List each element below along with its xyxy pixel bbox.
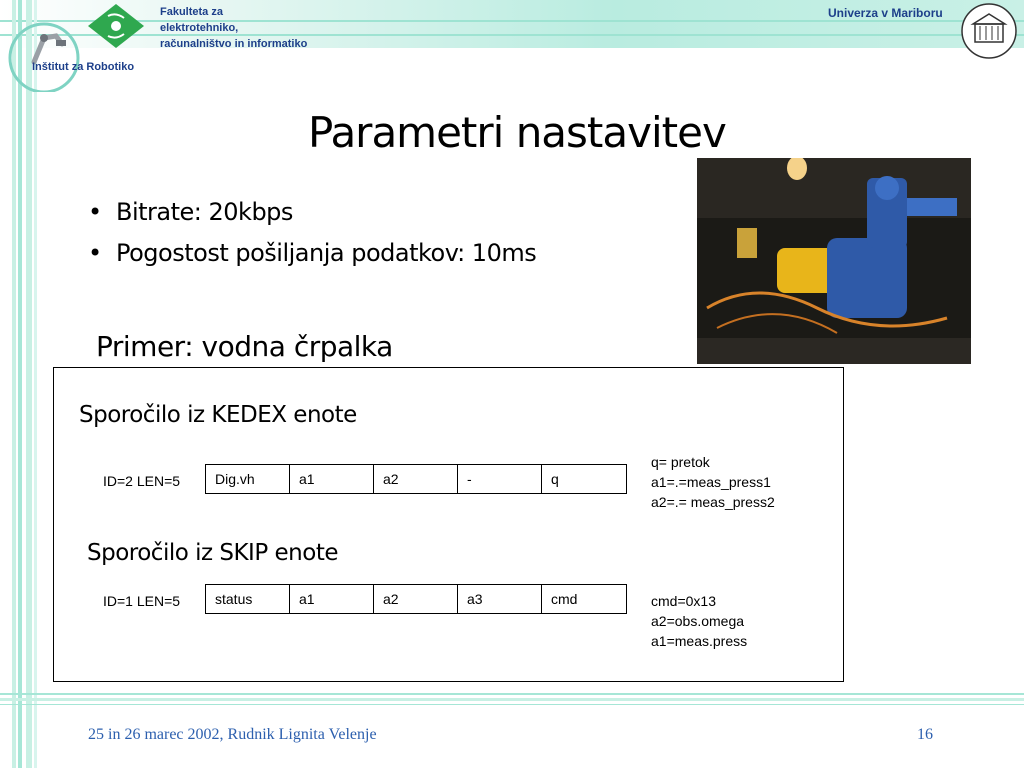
faculty-logo [86, 2, 146, 50]
left-side-bars [12, 0, 40, 768]
footer-event: 25 in 26 marec 2002, Rudnik Lignita Velenje [88, 726, 377, 743]
institute-name: Inštitut za Robotiko [32, 61, 135, 73]
water-pump-photo [697, 158, 971, 364]
note-line: q= pretok [651, 454, 710, 470]
bullet-list [88, 198, 536, 280]
footer-divider [0, 698, 1024, 701]
page-number: 16 [917, 726, 933, 743]
message-title: Sporočilo iz SKIP enote [87, 540, 338, 566]
message-title: Sporočilo iz KEDEX enote [79, 402, 357, 428]
header-stripe [0, 20, 1024, 22]
note-line: a1=meas.press [651, 633, 748, 649]
bullet-text: Bitrate: 20kbps [116, 198, 293, 226]
bullet-icon: • [88, 239, 102, 267]
message-cell: a2 [374, 465, 458, 493]
faculty-line: računalništvo in informatiko [160, 38, 308, 50]
side-bar [12, 0, 16, 768]
message-id-label: ID=1 LEN=5 [103, 593, 181, 609]
message-cell: q [551, 471, 559, 487]
university-name: Univerza v Mariboru [828, 6, 943, 20]
header-stripe [0, 34, 1024, 36]
bullet-icon: • [88, 198, 102, 226]
faculty-line: Fakulteta za [160, 6, 223, 18]
faculty-name [160, 4, 307, 52]
message-cell: a1 [290, 585, 374, 613]
side-bar [18, 0, 22, 768]
bullet-item [88, 198, 536, 239]
message-id-label: ID=2 LEN=5 [103, 473, 181, 489]
message-cell: status [206, 585, 290, 613]
note-line: a2=.= meas_press2 [651, 494, 775, 510]
note-line: a2=obs.omega [651, 613, 745, 629]
note-line: a1=.=meas_press1 [651, 474, 771, 490]
page-title: Parametri nastavitev [308, 108, 726, 157]
bullet-item [88, 239, 536, 280]
message-cell: - [458, 465, 542, 493]
message-notes [651, 591, 747, 651]
message-cell: a1 [290, 465, 374, 493]
message-table [205, 464, 627, 494]
message-table [205, 584, 627, 614]
note-line: cmd=0x13 [651, 593, 716, 609]
bullet-text: Pogostost pošiljanja podatkov: 10ms [116, 239, 537, 267]
footer-divider [0, 704, 1024, 705]
message-cell: a2 [374, 585, 458, 613]
side-bar [34, 0, 37, 768]
example-title: Primer: vodna črpalka [96, 330, 393, 363]
message-cell: cmd [551, 591, 578, 607]
institute-logo [4, 18, 88, 92]
message-cell: a3 [458, 585, 542, 613]
footer-divider [0, 693, 1024, 695]
university-seal [960, 2, 1018, 60]
message-notes [651, 452, 775, 512]
faculty-line: elektrotehniko, [160, 22, 239, 34]
side-bar [26, 0, 32, 768]
message-cell: Dig.vh [206, 465, 290, 493]
